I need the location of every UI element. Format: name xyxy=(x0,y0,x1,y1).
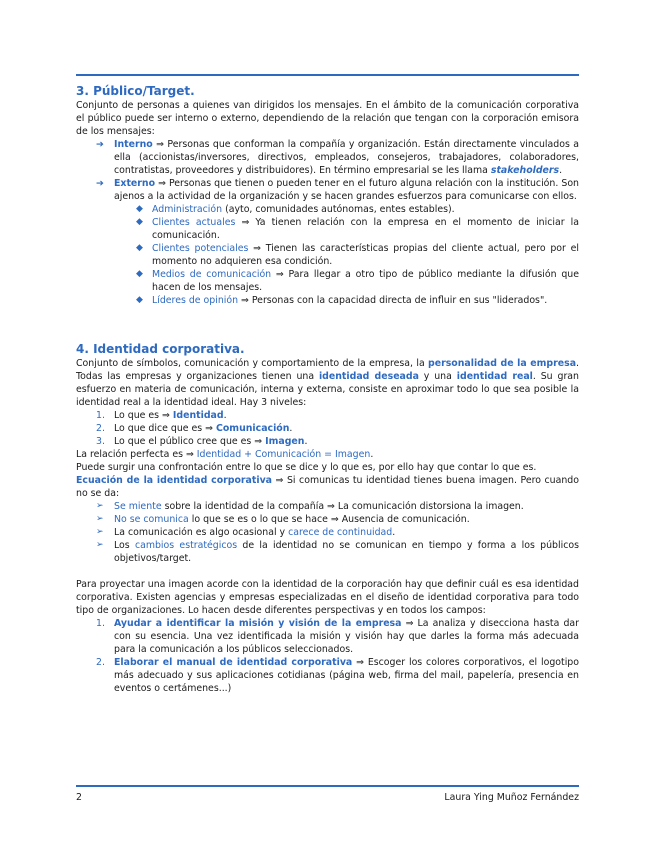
diamond-bullet-icon: ◆ xyxy=(136,295,143,305)
term-externo: Externo xyxy=(114,178,156,189)
diamond-bullet-icon: ◆ xyxy=(136,217,143,227)
interno-text: ⇒ Personas que conforman la compañía y organización. Están directamente vinculados a ella (accionistas/inversores, directivos, empleados, consejeros, trabajadores, colaboradores, contratistas, proveedores y distribuidores). En término empresarial se les llama xyxy=(114,139,579,176)
relacion-perfecta: La relación perfecta es ⇒ Identidad + Comunicación = Imagen. xyxy=(76,449,374,460)
term-interno: Interno xyxy=(114,139,153,150)
list-item: 1. Ayudar a identificar la misión y visión de la empresa ⇒ La analiza y disecciona hasta dar con su esencia. Una vez identificada la misión y visión hay que darles la forma más adecuada para la comunicación a los públicos seleccionados. xyxy=(96,618,580,655)
section-publico-target xyxy=(76,84,579,307)
triangle-bullet-icon: ➢ xyxy=(96,514,104,524)
list-item: ➢ No se comunica lo que se es o lo que se hace ⇒ Ausencia de comunicación. xyxy=(96,514,470,525)
list-item: 2. Lo que dice que es ⇒ Comunicación. xyxy=(96,423,293,434)
triangle-bullet-icon: ➢ xyxy=(96,501,104,511)
levels-list xyxy=(76,409,579,448)
diamond-bullet-icon: ◆ xyxy=(136,243,143,253)
diamond-bullet-icon: ◆ xyxy=(136,269,143,279)
page-number: 2 xyxy=(76,792,82,803)
list-item: ◆ Administración (ayto, comunidades autónomas, entes estables). xyxy=(136,204,455,215)
externo-text: ⇒ Personas que tienen o pueden tener en el futuro alguna relación con la institución. Son ajenos a la actividad de la organización y se hacen grandes esfuerzos para comunicarse con ellos. xyxy=(114,178,579,202)
list-item: ◆ Medios de comunicación ⇒ Para llegar a otro tipo de público mediante la difusión que hacen de los mensajes. xyxy=(136,269,580,293)
list-item: 3. Lo que el público cree que es ⇒ Imagen. xyxy=(96,436,308,447)
list-item: 2. Elaborar el manual de identidad corporativa ⇒ Escoger los colores corporativos, el logotipo más adecuado y sus aplicaciones cotidianas (página web, firma del mail, papelería, presencia en eventos o certámenes...) xyxy=(96,657,579,694)
list-item: 1. Lo que es ⇒ Identidad. xyxy=(96,410,227,421)
arrow-bullet-icon: ➔ xyxy=(96,139,104,150)
ecuacion: Ecuación de la identidad corporativa ⇒ Si comunicas tu identidad tienes buena imagen. Pero cuando no se da: xyxy=(76,475,579,499)
proyectar-imagen: Para proyectar una imagen acorde con la identidad de la corporación hay que definir cuál es esa identidad corporativa. Existen agencias y empresas especializadas en el diseño de identidad corporativa para todo tipo de organizaciones. Lo hacen desde diferentes perspectivas y en todos los campos: xyxy=(76,579,579,616)
identidad-intro: Conjunto de símbolos, comunicación y comportamiento de la empresa, la personalidad de la empresa. Todas las empresas y organizaciones tienen una identidad deseada y una identidad real. Su gran esfuerzo en materia de comunicación, interna y externa, consiste en aproximar todo lo que sea posible la identidad real a la identidad ideal. Hay 3 niveles: xyxy=(76,358,580,408)
triangle-bullet-icon: ➢ xyxy=(96,540,104,550)
author-name: Laura Ying Muñoz Fernández xyxy=(444,792,579,803)
list-item: ➢ Se miente sobre la identidad de la compañía ⇒ La comunicación distorsiona la imagen. xyxy=(96,501,524,512)
list-item-interno: ➔ Interno ⇒ Personas que conforman la compañía y organización. Están directamente vinculados a ella (accionistas/inversores, directivos, empleados, consejeros, trabajadores, colaboradores, contratistas, proveedores y distribuidores). En término empresarial se les llama stakeholders. xyxy=(96,139,579,176)
list-item: ➢ La comunicación es algo ocasional y carece de continuidad. xyxy=(96,527,396,538)
list-item: ◆ Clientes actuales ⇒ Ya tienen relación con la empresa en el momento de iniciar la comunicación. xyxy=(136,217,579,241)
list-item-externo xyxy=(76,177,579,203)
list-item: ◆ Clientes potenciales ⇒ Tienen las características propias del cliente actual, pero por el momento no adquieren esa condición. xyxy=(136,243,579,267)
section-title: 4. Identidad corporativa. xyxy=(76,342,245,356)
confrontacion: Puede surgir una confrontación entre lo que se dice y lo que es, por ello hay que contar lo que es. xyxy=(76,462,537,473)
externo-sublist xyxy=(76,203,579,307)
list-item: ◆ Líderes de opinión ⇒ Personas con la capacidad directa de influir en sus "liderados". xyxy=(136,295,548,306)
term-stakeholders: stakeholders xyxy=(490,165,560,176)
footer-rule xyxy=(76,785,579,787)
arrow-bullet-icon: ➔ xyxy=(96,178,104,189)
header-rule xyxy=(76,74,579,76)
diamond-bullet-icon: ◆ xyxy=(136,204,143,214)
list-item: ➢ Los cambios estratégicos de la identidad no se comunican en tiempo y forma a los públicos objetivos/target. xyxy=(96,540,579,564)
section-title: 3. Público/Target. xyxy=(76,84,195,98)
steps-list xyxy=(76,617,579,695)
section-intro: Conjunto de personas a quienes van dirigidos los mensajes. En el ámbito de la comunicación corporativa el público puede ser interno o externo, dependiendo de la relación que tengan con la corporación emisora de los mensajes: xyxy=(76,100,579,137)
section-identidad-corporativa xyxy=(76,342,579,695)
cases-list xyxy=(76,500,579,565)
triangle-bullet-icon: ➢ xyxy=(96,527,104,537)
